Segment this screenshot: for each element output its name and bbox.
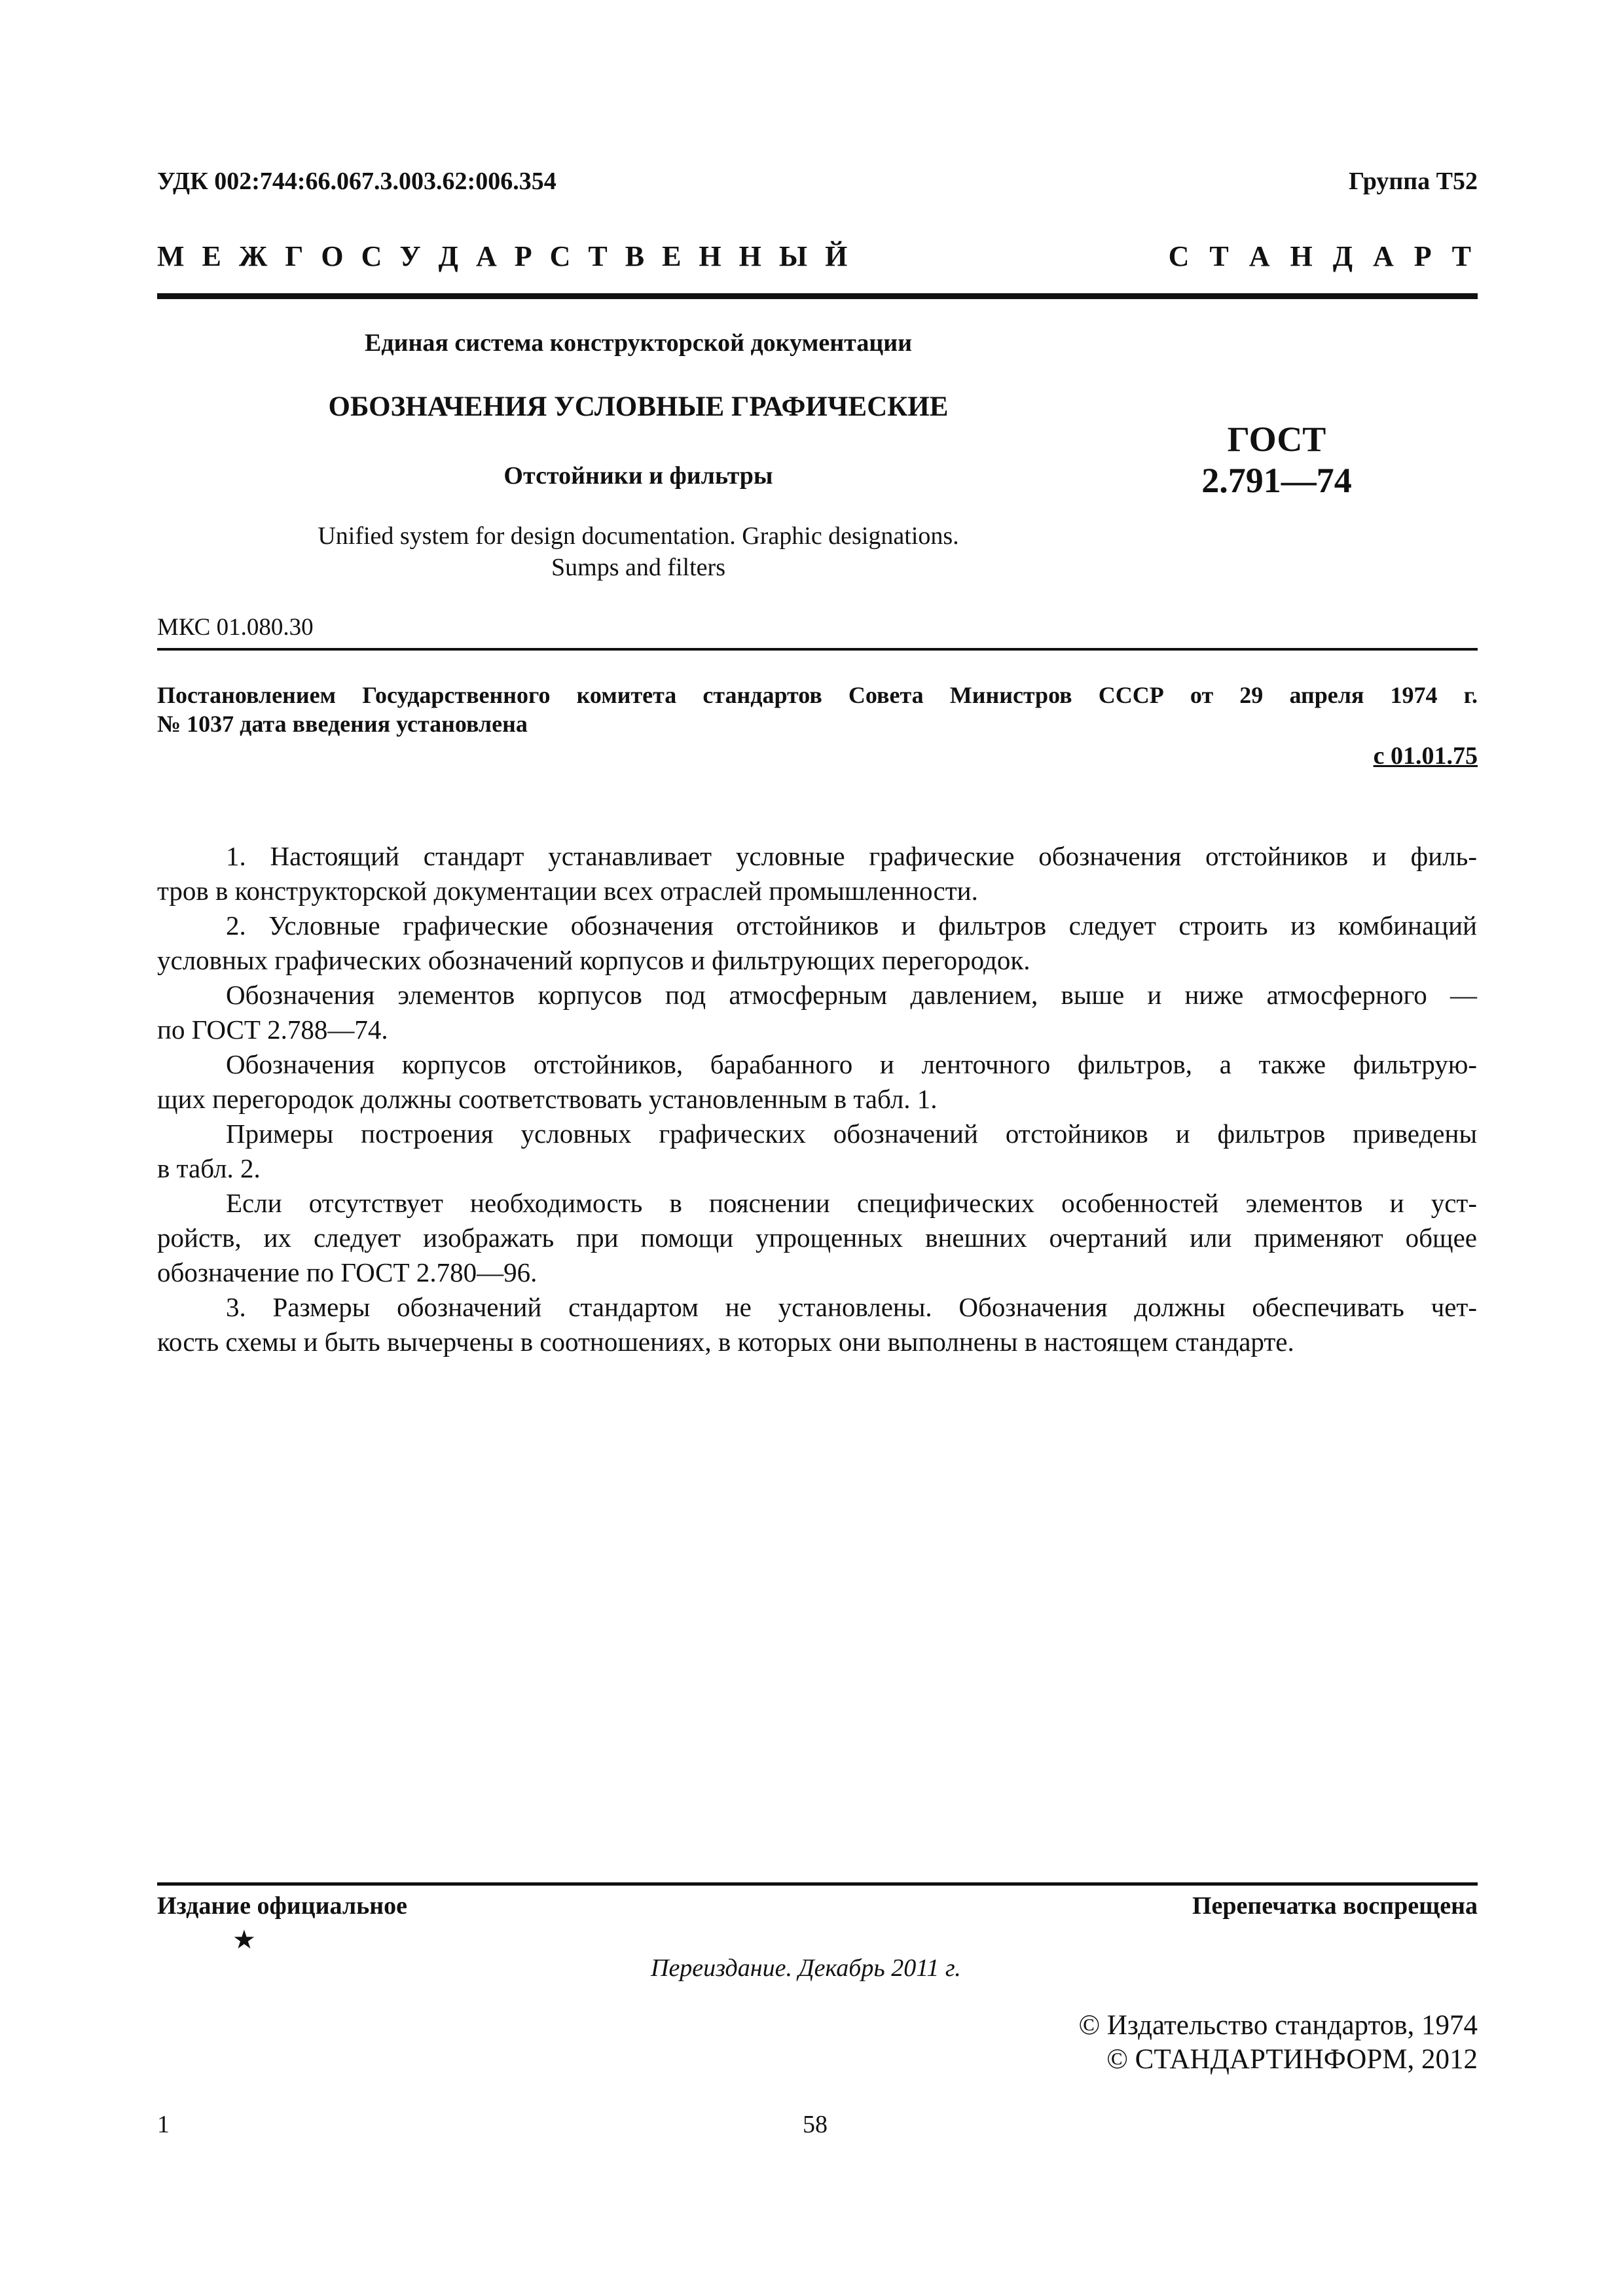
- paragraph-1-line-1: 1. Настоящий стандарт устанавливает условные графические обозначения отстойников и филь-: [226, 841, 1477, 871]
- paragraph-7: [157, 1290, 1477, 1359]
- paragraph-3: [157, 978, 1477, 1047]
- paragraph-3-line-1: Обозначения элементов корпусов под атмосферным давлением, выше и ниже атмосферного —: [226, 980, 1477, 1010]
- mks-rule: [157, 648, 1478, 651]
- paragraph-4: [157, 1047, 1477, 1117]
- paragraph-4-line-1: Обозначения корпусов отстойников, барабанного и ленточного фильтров, а также фильтрую-: [226, 1049, 1477, 1079]
- footer-rule: [157, 1882, 1478, 1886]
- paragraph-1: [157, 839, 1477, 908]
- paragraph-5-line-1: Примеры построения условных графических обозначений отстойников и фильтров приведены: [226, 1119, 1477, 1149]
- english-title-line-1: Unified system for design documentation. Graphic designations.: [318, 522, 959, 550]
- page-number-left: 1: [157, 2111, 170, 2138]
- official-edition: Издание официальное: [157, 1892, 408, 1920]
- reissue-note: Переиздание. Декабрь 2011 г.: [651, 1954, 961, 1982]
- paragraph-6-line-2: ройств, их следует изображать при помощи упрощенных внешних очертаний или применяют общее: [157, 1223, 1477, 1253]
- paragraph-7-line-2: кость схемы и быть вычерчены в соотношениях, в которых они выполнены в настоящем стандарте.: [157, 1327, 1294, 1357]
- paragraph-5: [157, 1117, 1477, 1186]
- system-title: Единая система конструкторской документации: [365, 329, 912, 357]
- effective-date: с 01.01.75: [1373, 742, 1478, 770]
- header-standart: С Т А Н Д А Р Т: [1168, 240, 1478, 272]
- gost-number: 2.791—74: [1201, 461, 1352, 500]
- group-code: Группа Т52: [1348, 168, 1478, 195]
- paragraph-6-line-1: Если отсутствует необходимость в пояснении специфических особенностей элементов и уст-: [226, 1188, 1477, 1218]
- paragraph-7-line-1: 3. Размеры обозначений стандартом не установлены. Обозначения должны обеспечивать чет-: [226, 1292, 1477, 1322]
- paragraph-6: [157, 1186, 1477, 1290]
- header-rule: [157, 293, 1478, 299]
- paragraph-2-line-2: условных графических обозначений корпусов и фильтрующих перегородок.: [157, 945, 1030, 975]
- paragraph-2: [157, 908, 1477, 978]
- decree-line-2: № 1037 дата введения установлена: [157, 711, 528, 737]
- main-title: ОБОЗНАЧЕНИЯ УСЛОВНЫЕ ГРАФИЧЕСКИЕ: [328, 391, 949, 422]
- udk-code: УДК 002:744:66.067.3.003.62:006.354: [157, 168, 556, 195]
- gost-label: ГОСТ: [1227, 420, 1326, 459]
- decree: [157, 681, 1478, 738]
- paragraph-6-line-3: обозначение по ГОСТ 2.780—96.: [157, 1257, 538, 1287]
- copyright-1: © Издательство стандартов, 1974: [1078, 2010, 1478, 2041]
- copyright-2: © СТАНДАРТИНФОРМ, 2012: [1106, 2044, 1478, 2075]
- no-reprint: Перепечатка воспрещена: [1192, 1892, 1478, 1920]
- paragraph-4-line-2: щих перегородок должны соответствовать установленным в табл. 1.: [157, 1084, 938, 1114]
- page-number-center: 58: [803, 2111, 828, 2138]
- decree-line-1: Постановлением Государственного комитета стандартов Совета Министров СССР от 29 апреля 1974 г.: [157, 682, 1478, 708]
- header-mezhgos: М Е Ж Г О С У Д А Р С Т В Е Н Н Ы Й: [157, 240, 853, 272]
- paragraph-5-line-2: в табл. 2.: [157, 1153, 261, 1183]
- mks-code: МКС 01.080.30: [157, 614, 314, 641]
- paragraph-2-line-1: 2. Условные графические обозначения отстойников и фильтров следует строить из комбинаций: [226, 910, 1477, 941]
- english-title-line-2: Sumps and filters: [551, 554, 725, 581]
- star-icon: ★: [232, 1925, 256, 1954]
- paragraph-3-line-2: по ГОСТ 2.788—74.: [157, 1014, 388, 1045]
- sub-title: Отстойники и фильтры: [503, 462, 773, 490]
- paragraph-1-line-2: тров в конструкторской документации всех отраслей промышленности.: [157, 876, 978, 906]
